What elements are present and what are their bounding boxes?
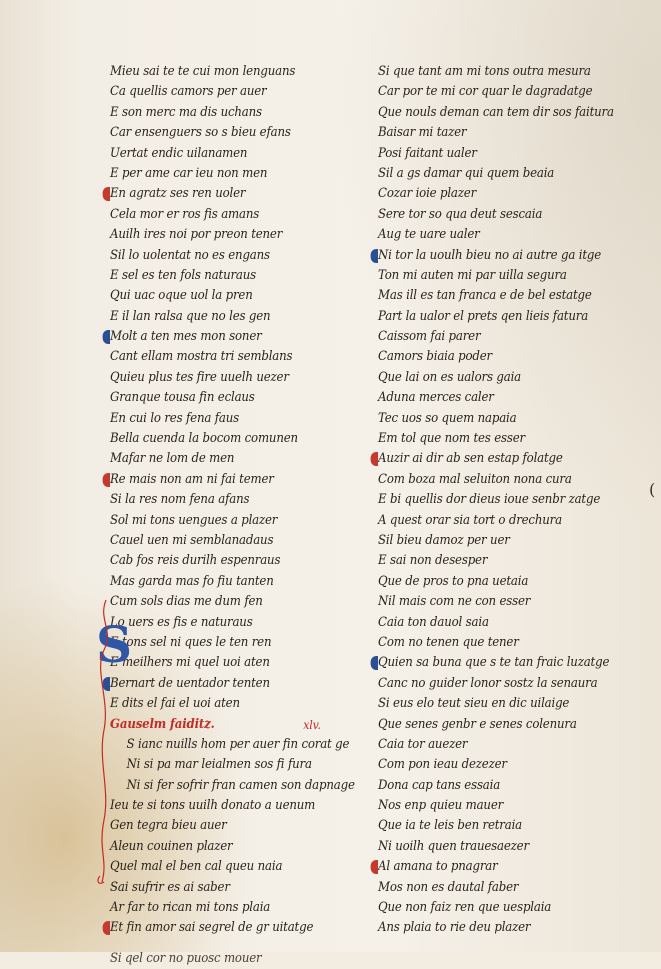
text-line: Baisar mi tazer [378,125,467,141]
text-line: A quest orar sia tort o drechura [378,512,562,528]
text-line: Que de pros to pna uetaia [378,573,529,589]
text-line: Sil a gs damar qui quem beaia [378,165,555,181]
text-line: E meilhers mi quel uoi aten [110,655,270,671]
text-line: E son merc ma dis uchans [110,104,262,120]
text-line: Que lai on es ualors gaia [378,369,522,385]
text-line: Com boza mal seluiton nona cura [378,471,572,487]
text-line: Si la res nom fena afans [110,492,250,508]
text-line: Ieu te si tons uuilh donato a uenum [110,798,316,814]
rubric-author: Gauselm faiditz. [110,716,215,732]
rubric-number: xlv. [303,717,321,732]
text-line: Ni uoilh quen trauesaezer [378,838,529,854]
text-line: Et fin amor sai segrel de gr uitatge [110,918,340,938]
text-line: Cum sols dias me dum fen [110,594,263,610]
text-line: Si eus elo teut sieu en dic uilaige [378,696,570,712]
text-line: Ni tor la uoulh bieu no ai autre ga itge [378,246,625,266]
text-line: Sol mi tons uengues a plazer [110,512,278,528]
text-line: Car ensenguers so s bieu efans [110,125,291,141]
text-line: Bella cuenda la bocom comunen [110,431,298,447]
text-line: Ni si fer sofrir fran camen son dapnage [126,777,355,793]
text-line: E per ame car ieu non men [110,165,268,181]
text-line: Aleun couinen plazer [110,838,233,854]
pen-flourish-icon [92,590,122,890]
catchword: Si qel cor no puosc mouer [110,950,262,966]
margin-mark-icon: ( [649,480,656,499]
text-line: Qui uac oque uol la pren [110,288,253,304]
text-line: E sel es ten fols naturaus [110,267,257,283]
text-line: Quieu plus tes fire uuelh uezer [110,369,289,385]
text-line: Mas garda mas fo fiu tanten [110,573,274,589]
text-line: En agratz ses ren uoler [110,184,340,204]
text-line: Que non faiz ren que uesplaia [378,900,552,916]
text-line: Uertat endic uilanamen [110,145,248,161]
text-line: Sai sufrir es ai saber [110,879,230,895]
text-line: E tons sel ni ques le ten ren [110,634,272,650]
text-line: Caia tor auezer [378,736,468,752]
text-line: Ca quellis camors per auer [110,84,267,100]
text-line: Cozar ioie plazer [378,186,477,202]
text-line: En cui lo res fena faus [110,410,240,426]
text-line: Que ia te leis ben retraia [378,818,523,834]
text-line: E bi quellis dor dieus ioue senbr zatge [378,492,601,508]
text-line: Sil bieu damoz per uer [378,532,510,548]
right-column [378,62,646,939]
text-line: Cauel uen mi semblanadaus [110,532,274,548]
text-line: Cab fos reis durilh espenraus [110,553,281,569]
text-line: Quel mal el ben cal queu naia [110,859,283,875]
text-line: Granque tousa fin eclaus [110,390,255,406]
text-line: Aug te uare ualer [378,227,480,243]
text-line: Mieu sai te te cui mon lenguans [110,64,296,79]
text-line: Ans plaia to rie deu plazer [378,920,531,936]
text-line: E sai non desesper [378,553,488,569]
text-line: Cela mor er ros fis amans [110,206,260,222]
text-line: Com no tenen que tener [378,634,519,650]
text-line: Com pon ieau dezezer [378,757,507,773]
text-line: Part la ualor el prets qen lieis fatura [378,308,589,324]
text-line: Ni si pa mar leialmen sos fi fura [126,757,312,773]
text-line: Dona cap tans essaia [378,777,501,793]
text-line: Tec uos so quem napaia [378,410,517,426]
text-line: Nil mais com ne con esser [378,594,531,610]
text-line: Ar far to rican mi tons plaia [110,900,271,916]
text-line: Nos enp quieu mauer [378,798,504,814]
rubric-line [110,715,340,735]
text-line: E il lan ralsa que no les gen [110,308,271,324]
text-line: Car por te mi cor quar le dagradatge [378,84,593,100]
text-line: Caia ton dauol saia [378,614,489,630]
text-line: Canc no guider lonor sostz la senaura [378,675,598,691]
left-column [110,62,360,969]
text-line: Molt a ten mes mon soner [110,327,340,347]
text-line: Aduna merces caler [378,390,494,406]
text-line: Gen tegra bieu auer [110,818,227,834]
text-line: Quien sa buna que s te tan fraic luzatge [378,653,625,673]
text-line: E dits el fai el uoi aten [110,696,240,712]
decorated-initial-s: S [96,615,133,674]
text-line: Mas ill es tan franca e de bel estatge [378,288,592,304]
text-line: Re mais non am ni fai temer [110,470,340,490]
text-line: Sil lo uolentat no es engans [110,247,270,263]
text-line: Posi faitant ualer [378,145,477,161]
text-line: Lo uers es fis e naturaus [110,614,253,630]
text-line: Al amana to pnagrar [378,857,625,877]
text-line: Camors biaia poder [378,349,492,365]
text-line: S ianc nuills hom per auer fin corat ge [126,736,350,752]
text-line: Em tol que nom tes esser [378,431,525,447]
text-line: Que senes genbr e senes colenura [378,716,577,732]
text-line: Mafar ne lom de men [110,451,235,467]
text-line: Caissom fai parer [378,329,481,345]
text-line: Auilh ires noi por preon tener [110,227,283,243]
text-line: Cant ellam mostra tri semblans [110,349,293,365]
text-line: Auzir ai dir ab sen estap folatge [378,449,625,469]
text-line: Que nouls deman can tem dir sos faitura [378,104,614,120]
text-line: Bernart de uentador tenten [110,674,340,694]
text-line: Si que tant am mi tons outra mesura [378,64,591,79]
text-line: Sere tor so qua deut sescaia [378,206,543,222]
text-line: Ton mi auten mi par uilla segura [378,267,567,283]
text-line: Mos non es dautal faber [378,879,519,895]
